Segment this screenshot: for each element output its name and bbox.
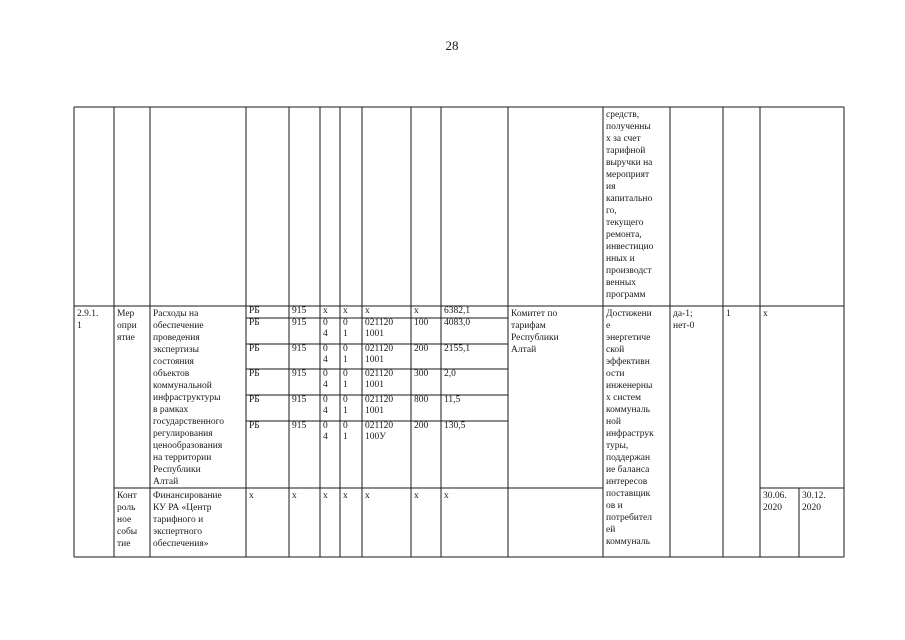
funding-rz-cell: 0 4 (323, 395, 328, 416)
funding-vr-cell: 200 (414, 421, 429, 431)
funding-rz-cell: 0 4 (323, 318, 328, 339)
funding-rz-cell: 0 4 (323, 369, 328, 390)
funding-source-cell: РБ (249, 306, 260, 316)
funding-csr-cell: 021120 1001 (365, 369, 394, 390)
funding-csr-cell: 021120 1001 (365, 395, 394, 416)
funding-source-cell: РБ (249, 369, 260, 379)
funding-pr-cell: x (343, 306, 348, 316)
funding-grbs-cell: 915 (292, 318, 307, 328)
funding-pr-cell: 0 1 (343, 318, 348, 339)
value-cell: 1 (726, 309, 731, 319)
funding-grbs-cell: 915 (292, 344, 307, 354)
control-event-vr-cell: x (414, 491, 419, 501)
funding-pr-cell: 0 1 (343, 421, 348, 442)
control-event-date-start-cell: 30.06. 2020 (763, 491, 787, 513)
measure-number-cell: 2.9.1. 1 (77, 309, 99, 331)
funding-grbs-cell: 915 (292, 395, 307, 405)
control-event-amount-cell: x (444, 491, 449, 501)
measure-kind-cell: Мер опри ятие (117, 309, 137, 343)
funding-source-cell: РБ (249, 344, 260, 354)
funding-grbs-cell: 915 (292, 369, 307, 379)
continuation-indicator-cell: средств, полученны х за счет тарифной выручки на мероприят ия капитально го, текущего ремонта, инвестицио нных и производст венных программ (606, 110, 654, 300)
control-event-name-cell: Финансирование КУ РА «Центр тарифного и экспертного обеспечения» (153, 491, 222, 549)
funding-vr-cell: 800 (414, 395, 429, 405)
measure-name-cell: Расходы на обеспечение проведения экспертизы состояния объектов коммунальной инфраструктуры в рамках государственного регулирования ценообразования на территории Республики Алтай (153, 309, 225, 487)
funding-amount-cell: 2,0 (444, 369, 456, 379)
executor-cell: Комитет по тарифам Республики Алтай (511, 309, 559, 355)
control-event-kind-cell: Конт роль ное собы тие (117, 491, 138, 549)
control-event-source-cell: x (249, 491, 254, 501)
funding-csr-cell: x (365, 306, 370, 316)
funding-amount-cell: 6382,1 (444, 306, 471, 316)
funding-csr-cell: 021120 100У (365, 421, 394, 442)
funding-source-cell: РБ (249, 318, 260, 328)
measure-indicator-cell: Достижени е энергетиче ской эффективн ости инженерны х систем коммуналь ной инфраструк туры, поддержан ие баланса интересов поставщик ов и потребител ей коммуналь (606, 309, 654, 547)
unit-cell: да-1; нет-0 (673, 309, 695, 331)
funding-source-cell: РБ (249, 421, 260, 431)
funding-grbs-cell: 915 (292, 306, 307, 316)
funding-vr-cell: 300 (414, 369, 429, 379)
funding-amount-cell: 2155,1 (444, 344, 471, 354)
funding-vr-cell: x (414, 306, 419, 316)
funding-amount-cell: 4083,0 (444, 318, 471, 328)
funding-pr-cell: 0 1 (343, 369, 348, 390)
date-cell: x (763, 309, 768, 319)
control-event-pr-cell: x (343, 491, 348, 501)
control-event-date-end-cell: 30.12. 2020 (802, 491, 826, 513)
funding-amount-cell: 11,5 (444, 395, 461, 405)
page-number: 28 (445, 38, 459, 53)
funding-rz-cell: x (323, 306, 328, 316)
funding-amount-cell: 130,5 (444, 421, 466, 431)
funding-vr-cell: 100 (414, 318, 429, 328)
funding-pr-cell: 0 1 (343, 344, 348, 365)
control-event-csr-cell: x (365, 491, 370, 501)
funding-pr-cell: 0 1 (343, 395, 348, 416)
funding-rz-cell: 0 4 (323, 344, 328, 365)
control-event-rz-cell: x (323, 491, 328, 501)
control-event-grbs-cell: x (292, 491, 297, 501)
funding-rz-cell: 0 4 (323, 421, 328, 442)
funding-csr-cell: 021120 1001 (365, 344, 394, 365)
funding-source-cell: РБ (249, 395, 260, 405)
funding-grbs-cell: 915 (292, 421, 307, 431)
funding-vr-cell: 200 (414, 344, 429, 354)
funding-csr-cell: 021120 1001 (365, 318, 394, 339)
